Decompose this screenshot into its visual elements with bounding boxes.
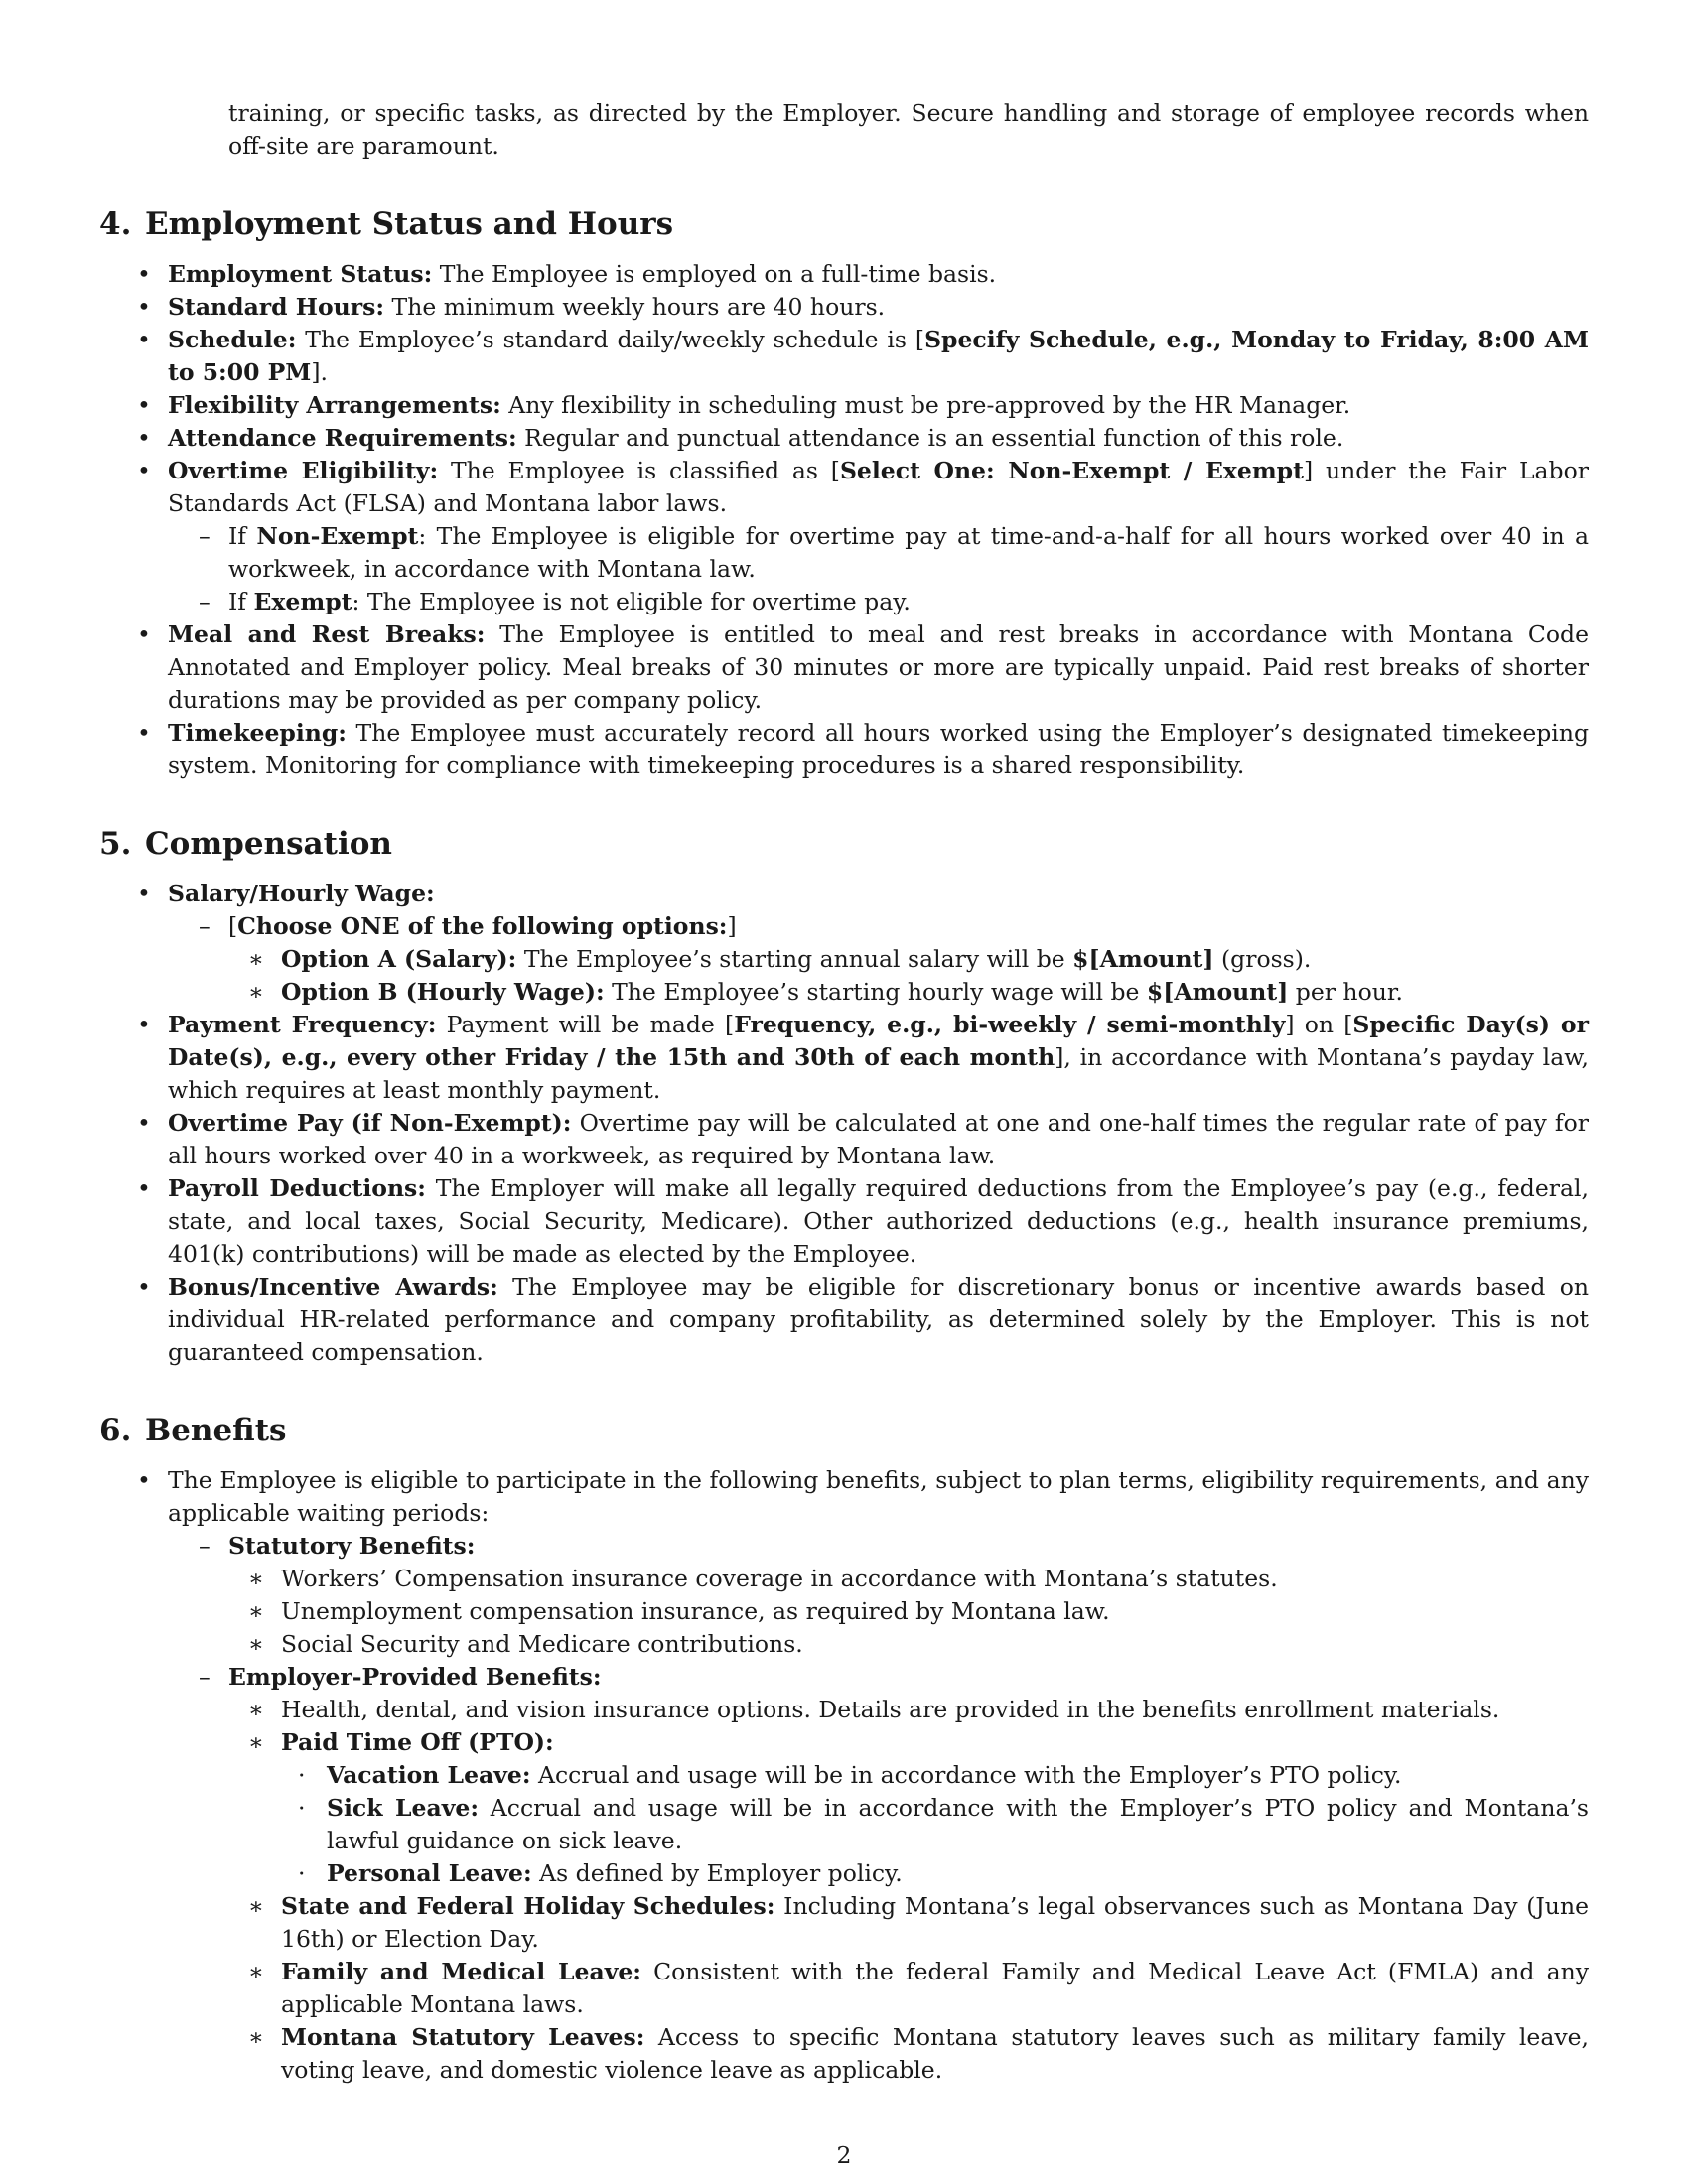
list-item: • Attendance Requirements: Regular and punctual attendance is an essential function of this role. [99,422,1589,455]
bullet-icon: • [137,1109,151,1137]
list-item: ∗ Social Security and Medicare contributions. [99,1628,1589,1661]
section-5-heading: 5. Compensation [99,826,392,862]
bullet-icon: • [137,391,151,419]
dash-icon: – [199,522,211,550]
dash-icon: – [199,1532,211,1560]
list-item: – If Non-Exempt: The Employee is eligible for overtime pay at time-and-a-half for all hours worked over 40 in a workweek, in accordance with Montana law. [199,522,1589,583]
section-4-list [99,258,1589,782]
list-item: · Vacation Leave: Accrual and usage will be in accordance with the Employer’s PTO policy. [99,1759,1589,1792]
list-item: · Personal Leave: As defined by Employer policy. [99,1857,1589,1890]
asterisk-icon: ∗ [248,945,264,973]
bullet-icon: • [137,260,151,288]
section-4-heading: 4. Employment Status and Hours [99,206,674,242]
list-item: • Flexibility Arrangements: Any flexibility in scheduling must be pre-approved by the HR Manager. [99,389,1589,422]
list-item: • Payroll Deductions: The Employer will make all legally required deductions from the Employee’s pay (e.g., federal, state, and local taxes, Social Security, Medicare). Other authorized deductions (e.g., health insurance premiums, 401(k) contributions) will be made as elected by the Employee. [137,1174,1589,1268]
list-item: • Employment Status: The Employee is employed on a full-time basis. [99,258,1589,291]
list-item: ∗ Family and Medical Leave: Consistent with the federal Family and Medical Leave Act (FMLA) and any applicable Montana laws. [248,1958,1590,2018]
document-page [99,97,1589,2087]
asterisk-icon: ∗ [248,1892,264,1920]
list-item: ∗ Option A (Salary): The Employee’s starting annual salary will be $[Amount] (gross). [99,943,1589,976]
bullet-icon: • [137,326,151,353]
page-number: 2 [836,2141,852,2169]
asterisk-icon: ∗ [248,1958,264,1985]
asterisk-icon: ∗ [248,978,264,1006]
dot-icon: · [298,1794,306,1822]
list-item: ∗ State and Federal Holiday Schedules: Including Montana’s legal observances such as Montana Day (June 16th) or Election Day. [248,1892,1589,1953]
list-item: • Overtime Eligibility: The Employee is classified as [Select One: Non-Exempt / Exempt] under the Fair Labor Standards Act (FLSA) and Montana labor laws. [137,457,1589,517]
list-item: ∗ Montana Statutory Leaves: Access to specific Montana statutory leaves such as military family leave, voting leave, and domestic violence leave as applicable. [248,2023,1589,2084]
list-item: ∗ Option B (Hourly Wage): The Employee’s starting hourly wage will be $[Amount] per hour. [99,976,1589,1009]
bullet-icon: • [137,1011,151,1038]
bullet-icon: • [137,457,151,484]
bullet-icon: • [137,1466,151,1494]
bullet-icon: • [137,719,151,747]
list-item: • Payment Frequency: Payment will be made [Frequency, e.g., bi-weekly / semi-monthly] on [Specific Day(s) or Date(s), e.g., every other Friday / the 15th and 30th of each month], in accordance with Montana’s payday law, which requires at least monthly payment. [137,1011,1590,1104]
list-item: ∗ Paid Time Off (PTO): [99,1726,1589,1759]
section-6-heading: 6. Benefits [99,1413,287,1448]
list-item: – Employer-Provided Benefits: [99,1661,1589,1694]
list-item: • Bonus/Incentive Awards: The Employee may be eligible for discretionary bonus or incentive awards based on individual HR-related performance and company profitability, as determined solely by the Employer. This is not guaranteed compensation. [137,1273,1589,1366]
asterisk-icon: ∗ [248,1565,264,1592]
dot-icon: · [298,1859,306,1887]
intro-paragraph: training, or specific tasks, as directed by the Employer. Secure handling and storage of employee records when off-site are paramount. [228,99,1589,160]
list-item: • Overtime Pay (if Non-Exempt): Overtime pay will be calculated at one and one-half times the regular rate of pay for all hours worked over 40 in a workweek, as required by Montana law. [137,1109,1589,1169]
bullet-icon: • [137,620,151,648]
list-item: ∗ Workers’ Compensation insurance coverage in accordance with Montana’s statutes. [99,1563,1589,1595]
section-6-list [99,1464,1589,2087]
section-5-list [99,878,1589,1369]
dot-icon: · [298,1761,306,1789]
list-item: • Standard Hours: The minimum weekly hours are 40 hours. [99,291,1589,324]
bullet-icon: • [137,1174,151,1202]
dash-icon: – [199,588,211,615]
asterisk-icon: ∗ [248,2023,264,2051]
list-item: · Sick Leave: Accrual and usage will be in accordance with the Employer’s PTO policy and Montana’s lawful guidance on sick leave. [298,1794,1589,1854]
list-item: • Schedule: The Employee’s standard daily/weekly schedule is [Specify Schedule, e.g., Monday to Friday, 8:00 AM to 5:00 PM]. [137,326,1589,386]
bullet-icon: • [137,880,151,907]
list-item: • Meal and Rest Breaks: The Employee is entitled to meal and rest breaks in accordance with Montana Code Annotated and Employer policy. Meal breaks of 30 minutes or more are typically unpaid. Paid rest breaks of shorter durations may be provided as per company policy. [137,620,1589,714]
bullet-icon: • [137,424,151,452]
bullet-icon: • [137,293,151,321]
bullet-icon: • [137,1273,151,1300]
asterisk-icon: ∗ [248,1696,264,1723]
asterisk-icon: ∗ [248,1728,264,1756]
list-item: • Salary/Hourly Wage: [99,878,1589,910]
asterisk-icon: ∗ [248,1630,264,1658]
dash-icon: – [199,912,211,940]
asterisk-icon: ∗ [248,1597,264,1625]
list-item: ∗ Health, dental, and vision insurance options. Details are provided in the benefits enrollment materials. [99,1694,1589,1726]
list-item: – [Choose ONE of the following options:] [99,910,1589,943]
list-item: • The Employee is eligible to participate in the following benefits, subject to plan terms, eligibility requirements, and any applicable waiting periods: [137,1466,1589,1527]
list-item: – Statutory Benefits: [99,1530,1589,1563]
list-item: – If Exempt: The Employee is not eligible for overtime pay. [99,586,1589,618]
dash-icon: – [199,1663,211,1691]
list-item: • Timekeeping: The Employee must accurately record all hours worked using the Employer’s designated timekeeping system. Monitoring for compliance with timekeeping procedures is a shared responsibility. [137,719,1589,779]
list-item: ∗ Unemployment compensation insurance, as required by Montana law. [99,1595,1589,1628]
